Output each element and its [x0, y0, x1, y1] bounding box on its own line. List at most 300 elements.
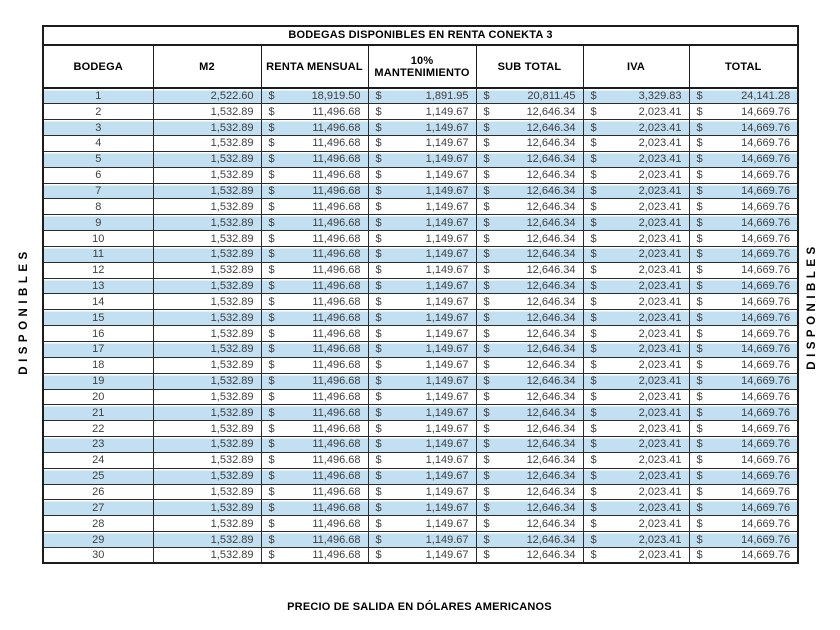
currency-value: 2,023.41	[638, 517, 682, 530]
currency-symbol: $	[483, 295, 490, 308]
currency-symbol: $	[268, 486, 275, 499]
currency-value: 11,496.68	[312, 184, 361, 197]
cell-sub-total	[476, 357, 583, 373]
cell-renta-mensual	[261, 484, 368, 500]
column-header-iva: IVA	[583, 45, 689, 88]
currency-symbol: $	[268, 517, 275, 530]
cell-m2: 1,532.89	[153, 468, 261, 484]
currency-symbol: $	[483, 327, 490, 340]
cell-iva	[583, 183, 689, 199]
cell-bodega: 27	[43, 500, 153, 516]
currency-value: 11,496.68	[312, 264, 361, 277]
table-row	[43, 104, 798, 120]
cell-m2: 1,532.89	[153, 373, 261, 389]
currency-value: 12,646.34	[526, 549, 576, 562]
currency-symbol: $	[375, 327, 382, 340]
currency-symbol: $	[268, 232, 275, 245]
cell-total	[689, 231, 798, 247]
currency-value: 14,669.76	[741, 375, 791, 388]
currency-symbol: $	[483, 549, 490, 562]
table-row	[43, 468, 798, 484]
currency-symbol: $	[483, 438, 490, 451]
cell-m2: 1,532.89	[153, 167, 261, 183]
cell-m2: 1,532.89	[153, 452, 261, 468]
currency-value: 14,669.76	[741, 343, 791, 356]
cell-bodega: 5	[43, 151, 153, 167]
currency-value: 14,669.76	[741, 390, 791, 403]
currency-value: 14,669.76	[741, 406, 791, 419]
currency-symbol: $	[590, 517, 597, 530]
cell-m2: 1,532.89	[153, 246, 261, 262]
cell-m2: 1,532.89	[153, 342, 261, 358]
currency-value: 2,023.41	[638, 280, 682, 293]
currency-symbol: $	[268, 184, 275, 197]
cell-iva	[583, 88, 689, 104]
cell-iva	[583, 342, 689, 358]
table-row	[43, 342, 798, 358]
currency-symbol: $	[590, 359, 597, 372]
cell-total	[689, 484, 798, 500]
table-row	[43, 373, 798, 389]
table-row	[43, 452, 798, 468]
currency-symbol: $	[375, 375, 382, 388]
cell-m2: 1,532.89	[153, 405, 261, 421]
currency-value: 1,149.67	[425, 533, 469, 546]
cell-renta-mensual	[261, 421, 368, 437]
cell-iva	[583, 310, 689, 326]
table-title-row	[43, 26, 798, 45]
currency-value: 1,149.67	[425, 105, 469, 118]
currency-symbol: $	[375, 200, 382, 213]
currency-symbol: $	[375, 90, 382, 103]
currency-symbol: $	[375, 232, 382, 245]
table-row	[43, 516, 798, 532]
currency-value: 12,646.34	[526, 390, 576, 403]
currency-value: 12,646.34	[526, 375, 576, 388]
currency-value: 1,149.67	[425, 169, 469, 182]
cell-bodega: 23	[43, 437, 153, 453]
table-row	[43, 246, 798, 262]
currency-value: 1,149.67	[425, 486, 469, 499]
currency-symbol: $	[483, 454, 490, 467]
cell-sub-total	[476, 231, 583, 247]
currency-symbol: $	[375, 280, 382, 293]
cell-total	[689, 183, 798, 199]
cell-bodega: 11	[43, 246, 153, 262]
currency-symbol: $	[268, 454, 275, 467]
cell-bodega: 16	[43, 326, 153, 342]
currency-value: 11,496.68	[312, 121, 361, 134]
cell-mantenimiento	[368, 199, 476, 215]
currency-symbol: $	[590, 248, 597, 261]
table-row	[43, 215, 798, 231]
cell-sub-total	[476, 532, 583, 548]
currency-value: 1,149.67	[425, 406, 469, 419]
currency-symbol: $	[483, 343, 490, 356]
currency-symbol: $	[268, 280, 275, 293]
currency-value: 12,646.34	[526, 200, 576, 213]
cell-bodega: 8	[43, 199, 153, 215]
cell-m2: 2,522.60	[153, 88, 261, 104]
currency-value: 11,496.68	[312, 470, 361, 483]
cell-renta-mensual	[261, 310, 368, 326]
currency-value: 2,023.41	[638, 470, 682, 483]
cell-iva	[583, 231, 689, 247]
currency-symbol: $	[590, 280, 597, 293]
currency-symbol: $	[696, 232, 703, 245]
currency-value: 14,669.76	[741, 470, 791, 483]
currency-symbol: $	[590, 264, 597, 277]
currency-value: 14,669.76	[741, 264, 791, 277]
currency-symbol: $	[696, 390, 703, 403]
currency-symbol: $	[375, 533, 382, 546]
cell-bodega: 26	[43, 484, 153, 500]
cell-iva	[583, 389, 689, 405]
table-row	[43, 326, 798, 342]
cell-total	[689, 452, 798, 468]
currency-value: 1,149.67	[425, 248, 469, 261]
cell-iva	[583, 468, 689, 484]
cell-iva	[583, 421, 689, 437]
currency-value: 14,669.76	[741, 184, 791, 197]
cell-total	[689, 516, 798, 532]
currency-value: 12,646.34	[526, 137, 576, 150]
currency-symbol: $	[375, 137, 382, 150]
currency-value: 1,149.67	[425, 184, 469, 197]
currency-value: 1,149.67	[425, 359, 469, 372]
table-row	[43, 120, 798, 136]
currency-value: 2,023.41	[638, 375, 682, 388]
table-row	[43, 262, 798, 278]
currency-value: 2,023.41	[638, 232, 682, 245]
cell-renta-mensual	[261, 278, 368, 294]
currency-symbol: $	[696, 422, 703, 435]
cell-total	[689, 373, 798, 389]
cell-total	[689, 326, 798, 342]
currency-value: 24,141.28	[741, 90, 791, 103]
currency-symbol: $	[375, 121, 382, 134]
currency-symbol: $	[590, 200, 597, 213]
currency-symbol: $	[268, 295, 275, 308]
cell-bodega: 22	[43, 421, 153, 437]
table-row	[43, 278, 798, 294]
cell-iva	[583, 167, 689, 183]
cell-mantenimiento	[368, 167, 476, 183]
currency-symbol: $	[483, 121, 490, 134]
currency-symbol: $	[696, 470, 703, 483]
currency-value: 1,149.67	[425, 137, 469, 150]
cell-mantenimiento	[368, 389, 476, 405]
currency-symbol: $	[590, 137, 597, 150]
currency-value: 11,496.68	[312, 486, 361, 499]
cell-total	[689, 120, 798, 136]
currency-value: 2,023.41	[638, 184, 682, 197]
cell-sub-total	[476, 342, 583, 358]
cell-mantenimiento	[368, 437, 476, 453]
currency-value: 11,496.68	[312, 327, 361, 340]
cell-renta-mensual	[261, 500, 368, 516]
currency-value: 11,496.68	[312, 390, 361, 403]
cell-sub-total	[476, 405, 583, 421]
currency-symbol: $	[483, 153, 490, 166]
currency-value: 14,669.76	[741, 517, 791, 530]
currency-value: 1,149.67	[425, 454, 469, 467]
cell-iva	[583, 215, 689, 231]
cell-mantenimiento	[368, 357, 476, 373]
currency-symbol: $	[696, 248, 703, 261]
currency-value: 12,646.34	[526, 470, 576, 483]
currency-value: 2,023.41	[638, 390, 682, 403]
currency-value: 1,149.67	[425, 422, 469, 435]
currency-value: 1,149.67	[425, 470, 469, 483]
bodegas-table	[42, 25, 799, 564]
currency-value: 12,646.34	[526, 105, 576, 118]
cell-iva	[583, 500, 689, 516]
currency-value: 12,646.34	[526, 295, 576, 308]
cell-mantenimiento	[368, 421, 476, 437]
currency-symbol: $	[483, 406, 490, 419]
cell-mantenimiento	[368, 88, 476, 104]
currency-symbol: $	[268, 470, 275, 483]
currency-symbol: $	[696, 454, 703, 467]
currency-value: 11,496.68	[312, 406, 361, 419]
currency-symbol: $	[268, 327, 275, 340]
currency-value: 12,646.34	[526, 343, 576, 356]
currency-symbol: $	[696, 200, 703, 213]
table-row	[43, 294, 798, 310]
currency-symbol: $	[590, 121, 597, 134]
cell-total	[689, 262, 798, 278]
currency-symbol: $	[375, 501, 382, 514]
cell-mantenimiento	[368, 547, 476, 563]
cell-renta-mensual	[261, 262, 368, 278]
table-row	[43, 421, 798, 437]
cell-renta-mensual	[261, 294, 368, 310]
currency-symbol: $	[696, 343, 703, 356]
currency-symbol: $	[590, 454, 597, 467]
cell-sub-total	[476, 437, 583, 453]
cell-mantenimiento	[368, 468, 476, 484]
currency-symbol: $	[268, 390, 275, 403]
cell-bodega: 28	[43, 516, 153, 532]
currency-symbol: $	[375, 454, 382, 467]
cell-total	[689, 547, 798, 563]
currency-value: 1,149.67	[425, 216, 469, 229]
cell-iva	[583, 151, 689, 167]
currency-value: 12,646.34	[526, 121, 576, 134]
currency-value: 12,646.34	[526, 153, 576, 166]
cell-bodega: 2	[43, 104, 153, 120]
cell-bodega: 20	[43, 389, 153, 405]
cell-sub-total	[476, 120, 583, 136]
currency-value: 14,669.76	[741, 232, 791, 245]
currency-value: 2,023.41	[638, 549, 682, 562]
currency-value: 11,496.68	[312, 549, 361, 562]
cell-bodega: 29	[43, 532, 153, 548]
currency-symbol: $	[696, 517, 703, 530]
currency-symbol: $	[590, 343, 597, 356]
currency-symbol: $	[375, 470, 382, 483]
table-row	[43, 389, 798, 405]
cell-total	[689, 357, 798, 373]
currency-symbol: $	[268, 406, 275, 419]
currency-value: 20,811.45	[527, 90, 576, 103]
currency-value: 11,496.68	[312, 280, 361, 293]
currency-symbol: $	[696, 533, 703, 546]
cell-iva	[583, 246, 689, 262]
currency-value: 1,149.67	[425, 390, 469, 403]
currency-value: 14,669.76	[741, 216, 791, 229]
currency-symbol: $	[375, 311, 382, 324]
currency-symbol: $	[268, 248, 275, 261]
cell-iva	[583, 516, 689, 532]
cell-m2: 1,532.89	[153, 199, 261, 215]
table-row	[43, 405, 798, 421]
cell-bodega: 30	[43, 547, 153, 563]
table-row	[43, 231, 798, 247]
currency-value: 1,891.95	[425, 90, 469, 103]
currency-symbol: $	[483, 486, 490, 499]
currency-symbol: $	[696, 438, 703, 451]
currency-symbol: $	[268, 169, 275, 182]
currency-value: 12,646.34	[526, 406, 576, 419]
currency-symbol: $	[268, 533, 275, 546]
currency-value: 1,149.67	[425, 200, 469, 213]
currency-symbol: $	[375, 422, 382, 435]
cell-renta-mensual	[261, 167, 368, 183]
currency-symbol: $	[696, 486, 703, 499]
cell-sub-total	[476, 136, 583, 152]
currency-value: 12,646.34	[526, 422, 576, 435]
currency-value: 14,669.76	[741, 105, 791, 118]
currency-symbol: $	[590, 375, 597, 388]
cell-bodega: 6	[43, 167, 153, 183]
currency-value: 2,023.41	[638, 501, 682, 514]
currency-value: 11,496.68	[312, 311, 361, 324]
column-header-sub-total: SUB TOTAL	[476, 45, 583, 88]
currency-symbol: $	[375, 216, 382, 229]
currency-symbol: $	[268, 200, 275, 213]
cell-total	[689, 246, 798, 262]
currency-value: 14,669.76	[741, 169, 791, 182]
cell-total	[689, 278, 798, 294]
currency-value: 12,646.34	[526, 169, 576, 182]
cell-m2: 1,532.89	[153, 357, 261, 373]
cell-bodega: 4	[43, 136, 153, 152]
currency-value: 12,646.34	[526, 501, 576, 514]
cell-m2: 1,532.89	[153, 500, 261, 516]
cell-renta-mensual	[261, 547, 368, 563]
cell-total	[689, 310, 798, 326]
cell-total	[689, 389, 798, 405]
currency-value: 14,669.76	[741, 311, 791, 324]
currency-value: 2,023.41	[638, 105, 682, 118]
currency-value: 11,496.68	[312, 422, 361, 435]
currency-value: 14,669.76	[741, 359, 791, 372]
cell-m2: 1,532.89	[153, 437, 261, 453]
currency-value: 11,496.68	[312, 105, 361, 118]
currency-symbol: $	[268, 549, 275, 562]
cell-total	[689, 405, 798, 421]
currency-value: 11,496.68	[312, 200, 361, 213]
currency-value: 14,669.76	[741, 295, 791, 308]
currency-value: 1,149.67	[425, 311, 469, 324]
currency-value: 12,646.34	[526, 184, 576, 197]
currency-value: 14,669.76	[741, 501, 791, 514]
table-title: BODEGAS DISPONIBLES EN RENTA CONEKTA 3	[43, 26, 798, 45]
cell-sub-total	[476, 484, 583, 500]
currency-value: 2,023.41	[638, 327, 682, 340]
column-header-mantenimiento: 10% MANTENIMIENTO	[368, 45, 476, 88]
currency-symbol: $	[375, 359, 382, 372]
currency-symbol: $	[375, 169, 382, 182]
currency-value: 2,023.41	[638, 438, 682, 451]
cell-bodega: 10	[43, 231, 153, 247]
currency-value: 12,646.34	[526, 311, 576, 324]
currency-symbol: $	[268, 501, 275, 514]
cell-renta-mensual	[261, 389, 368, 405]
currency-symbol: $	[696, 295, 703, 308]
cell-renta-mensual	[261, 357, 368, 373]
currency-value: 12,646.34	[526, 533, 576, 546]
currency-symbol: $	[483, 533, 490, 546]
cell-m2: 1,532.89	[153, 326, 261, 342]
currency-value: 1,149.67	[425, 327, 469, 340]
currency-value: 2,023.41	[638, 200, 682, 213]
cell-m2: 1,532.89	[153, 278, 261, 294]
currency-symbol: $	[268, 153, 275, 166]
currency-value: 12,646.34	[526, 438, 576, 451]
currency-symbol: $	[483, 137, 490, 150]
currency-value: 2,023.41	[638, 169, 682, 182]
currency-value: 14,669.76	[741, 549, 791, 562]
currency-symbol: $	[696, 280, 703, 293]
currency-symbol: $	[483, 390, 490, 403]
cell-renta-mensual	[261, 405, 368, 421]
currency-value: 12,646.34	[526, 454, 576, 467]
currency-symbol: $	[590, 105, 597, 118]
cell-iva	[583, 326, 689, 342]
cell-bodega: 7	[43, 183, 153, 199]
cell-sub-total	[476, 468, 583, 484]
cell-sub-total	[476, 183, 583, 199]
cell-iva	[583, 136, 689, 152]
cell-total	[689, 104, 798, 120]
cell-sub-total	[476, 215, 583, 231]
currency-symbol: $	[590, 549, 597, 562]
currency-symbol: $	[696, 184, 703, 197]
currency-symbol: $	[483, 184, 490, 197]
cell-mantenimiento	[368, 278, 476, 294]
cell-bodega: 9	[43, 215, 153, 231]
cell-sub-total	[476, 151, 583, 167]
currency-symbol: $	[696, 169, 703, 182]
currency-symbol: $	[483, 470, 490, 483]
cell-mantenimiento	[368, 104, 476, 120]
currency-symbol: $	[268, 137, 275, 150]
cell-sub-total	[476, 199, 583, 215]
currency-symbol: $	[483, 517, 490, 530]
currency-symbol: $	[696, 375, 703, 388]
currency-symbol: $	[375, 184, 382, 197]
cell-sub-total	[476, 294, 583, 310]
currency-value: 11,496.68	[312, 359, 361, 372]
currency-symbol: $	[590, 295, 597, 308]
cell-renta-mensual	[261, 136, 368, 152]
cell-renta-mensual	[261, 373, 368, 389]
cell-mantenimiento	[368, 262, 476, 278]
currency-value: 11,496.68	[312, 137, 361, 150]
